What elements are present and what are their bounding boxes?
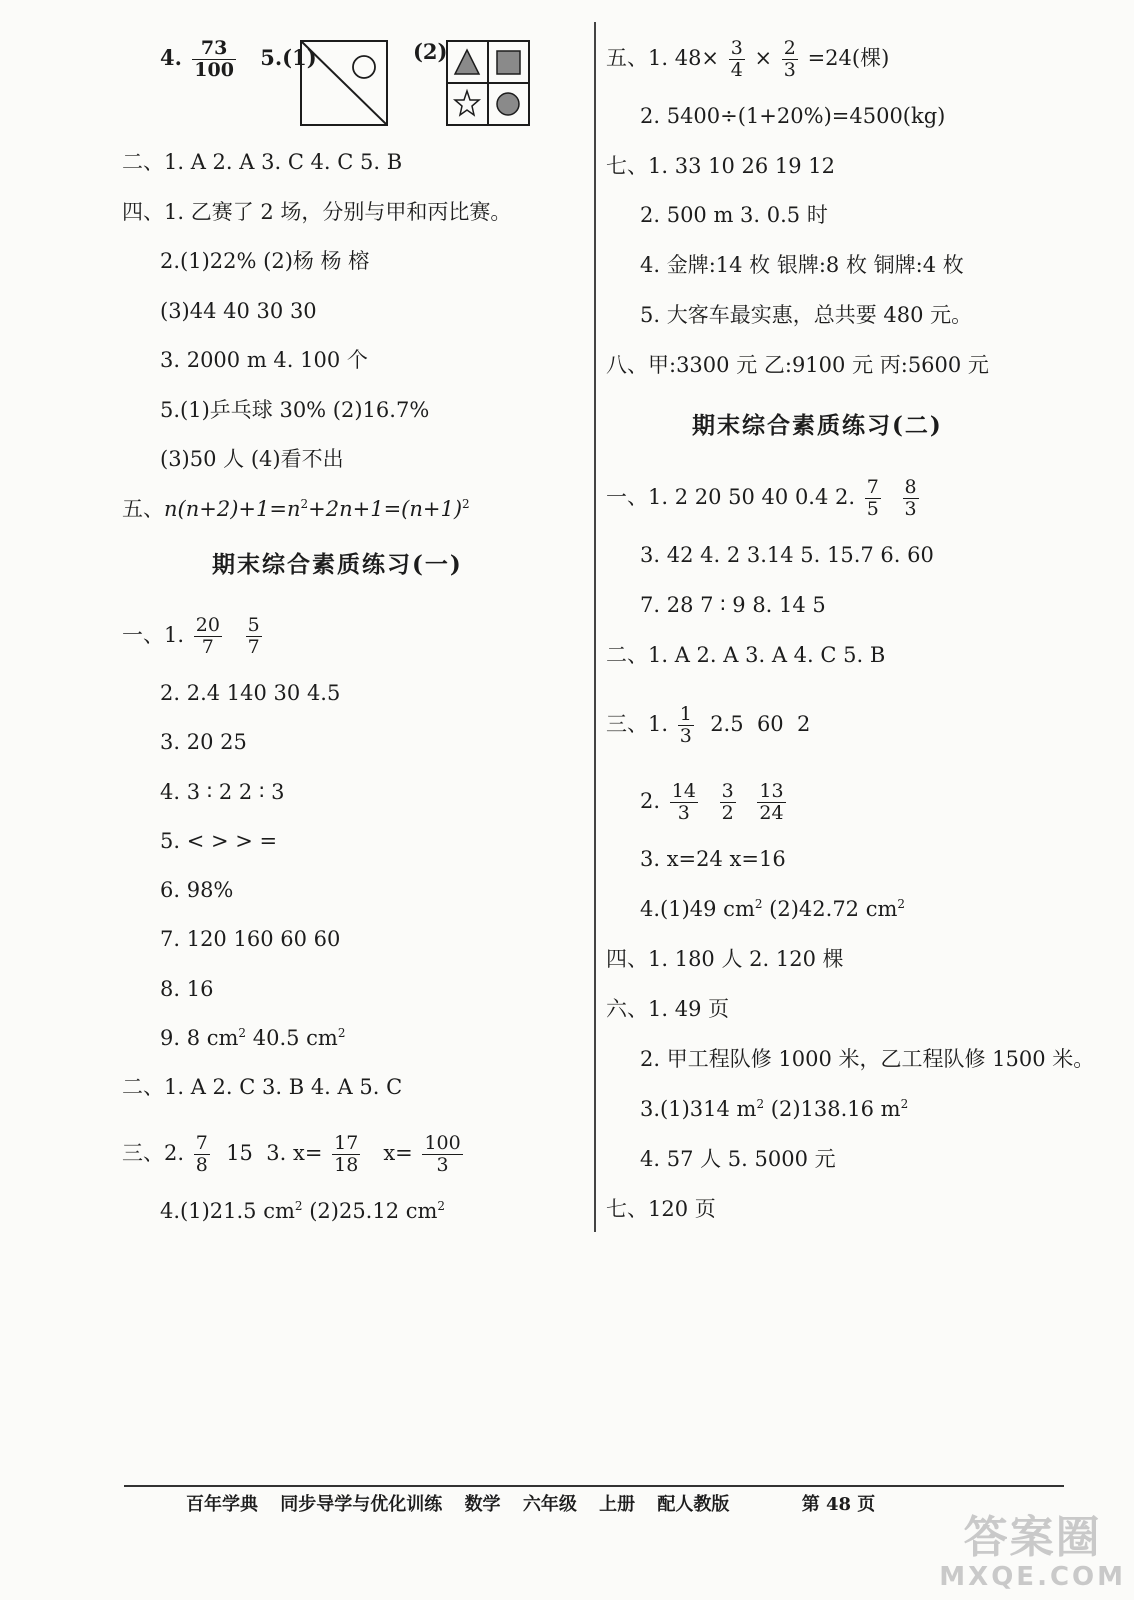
answer-line: 一、1. 2 20 50 40 0.4 2. $\frac{7}{5}$ $\frac{8}{3}$ [606,476,917,520]
answer-line: 3. 2000 m 4. 100 个 [160,348,368,372]
diagonal-line [301,41,387,125]
star-shape [455,91,479,115]
answer-line: 四、1. 180 人 2. 120 棵 [606,947,844,971]
answer-line: 2. 甲工程队修 1000 米，乙工程队修 1500 米。 [640,1047,1095,1071]
answer-line: (3)50 人 (4)看不出 [160,447,344,471]
fraction: $\frac{17}{18}$ [334,1132,359,1176]
square-shape [497,51,520,74]
watermark [939,1514,1126,1592]
answer-line: 一、1. $\frac{20}{7}$ $\frac{5}{7}$ [122,614,260,658]
answer-line: 5.(1)乒乓球 30% (2)16.7% [160,398,430,422]
answer-line: 2. 500 m 3. 0.5 时 [640,203,828,227]
fraction: $\frac{14}{3}$ [671,780,696,824]
answer-line: 6. 98% [160,878,234,902]
fraction: $\frac{3}{2}$ [721,780,734,824]
square-diagram-1 [300,40,388,126]
circle-shape [497,93,519,115]
fraction: $\frac{1}{3}$ [679,703,692,747]
fraction: $\frac{7}{8}$ [195,1132,208,1176]
fraction: $\frac{7}{5}$ [866,476,879,520]
answer-line: 三、1. $\frac{1}{3}$ 2.5 60 2 [606,703,811,747]
fraction: $\frac{5}{7}$ [247,614,260,658]
answer-line: 七、1. 33 10 26 19 12 [606,154,836,178]
answer-line: 2.(1)22% (2)杨 杨 榕 [160,249,370,273]
answer-line: 五、$n(n+2)+1=n^2+2n+1=(n+1)^2$ [122,497,470,521]
footer-volume: 上册 [599,1494,636,1515]
footer-brand: 百年学典 [186,1494,258,1515]
answer-label: (2) [413,39,448,64]
fraction: $\frac{73}{100}$ [194,37,234,81]
circle-shape [353,56,375,78]
answer-line: 2. 5400÷(1+20%)=4500(kg) [640,104,946,128]
triangle-shape [455,50,479,74]
answer-line: 5. 大客车最实惠，总共要 480 元。 [640,303,973,327]
section-heading: 期末综合素质练习(二) [692,412,943,439]
answer-line: 八、甲:3300 元 乙:9100 元 丙:5600 元 [606,353,989,377]
answer-line: 3. x=24 x=16 [640,847,786,871]
answer-line: 4. 金牌:14 枚 银牌:8 枚 铜牌:4 枚 [640,253,964,277]
answer-line: 7. 28 7 ∶ 9 8. 14 5 [640,593,826,617]
answer-line: (3)44 40 30 30 [160,299,317,323]
answer-line: 4. 57 人 5. 5000 元 [640,1147,836,1171]
fraction: $\frac{8}{3}$ [904,476,917,520]
answer-line: 4.(1)21.5 $cm^2$ (2)25.12 $cm^2$ [160,1199,446,1223]
footer-subject: 数学 [464,1494,501,1515]
answer-line: 七、120 页 [606,1197,716,1221]
answer-line: 二、1. A 2. C 3. B 4. A 5. C [122,1075,403,1099]
answer-line: 四、1. 乙赛了 2 场，分别与甲和丙比赛。 [122,200,512,224]
footer-series: 同步导学与优化训练 [280,1494,443,1515]
answer-line: 4. 3 ∶ 2 2 ∶ 3 [160,780,285,804]
answer-line: 2. $\frac{14}{3}$ $\frac{3}{2}$ $\frac{13}{24}$ [640,780,784,824]
column-divider [594,22,596,1232]
footer-rule [124,1485,1064,1487]
answer-line: 9. 8 $cm^2$ 40.5 $cm^2$ [160,1026,346,1050]
footer-grade: 六年级 [522,1494,577,1515]
fraction: $\frac{13}{24}$ [759,780,784,824]
watermark-url: MXQE.COM [939,1562,1126,1592]
answer-line: 7. 120 160 60 60 [160,927,341,951]
answer-line: 4. $\frac{73}{100}$ 5.(1) [160,37,317,81]
answer-line: 3.(1)314 $m^2$ (2)138.16 $m^2$ [640,1097,909,1121]
answer-line: 二、1. A 2. A 3. C 4. C 5. B [122,150,403,174]
answer-line: 二、1. A 2. A 3. A 4. C 5. B [606,643,886,667]
fraction: $\frac{2}{3}$ [783,37,796,81]
page-number: 第 48 页 [801,1494,876,1515]
section-heading: 期末综合素质练习(一) [212,551,463,578]
answer-line: 5. < > > = [160,829,278,853]
fraction: $\frac{3}{4}$ [730,37,743,81]
answer-line: 8. 16 [160,977,214,1001]
answer-line: 六、1. 49 页 [606,997,730,1021]
square-diagram-2 [446,40,530,126]
answer-line: 3. 42 4. 2 3.14 5. 15.7 6. 60 [640,543,934,567]
answer-line: 三、2. $\frac{7}{8}$ 15 3. x= $\frac{17}{18}$ x= $\frac{100}{3}$ [122,1132,461,1176]
answer-line: 五、1. 48× $\frac{3}{4}$ × $\frac{2}{3}$ =24(棵) [606,37,890,81]
answer-line: 4.(1)49 $cm^2$ (2)42.72 $cm^2$ [640,897,906,921]
fraction: $\frac{20}{7}$ [195,614,220,658]
watermark-logo-text: 答案圈 [963,1512,1102,1563]
answer-line: 3. 20 25 [160,730,247,754]
answer-line: 2. 2.4 140 30 4.5 [160,681,341,705]
page-footer [186,1490,891,1516]
fraction: $\frac{100}{3}$ [424,1132,461,1176]
footer-edition: 配人教版 [657,1494,730,1515]
